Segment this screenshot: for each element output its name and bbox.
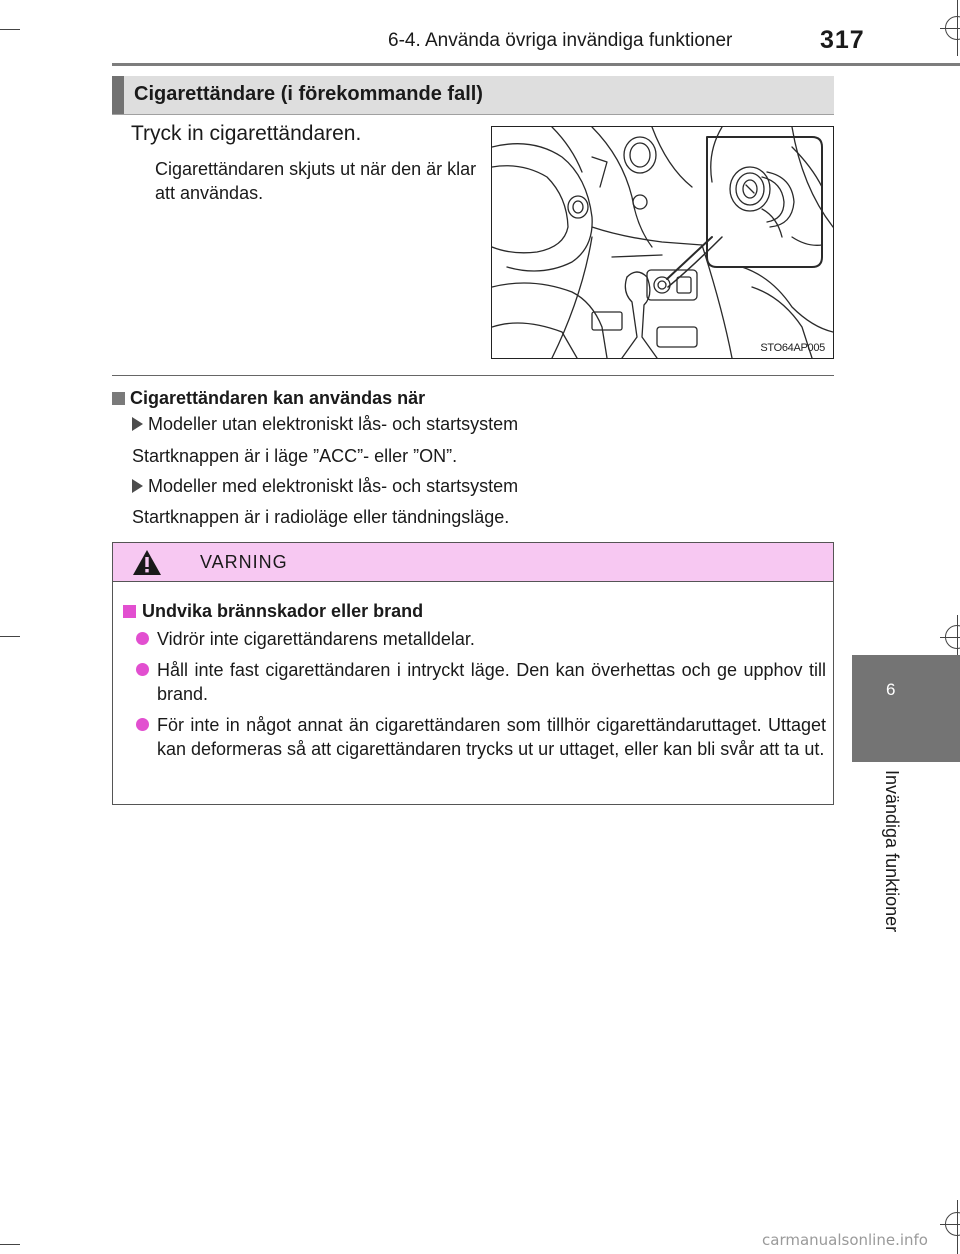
square-bullet-icon	[112, 392, 125, 405]
circle-bullet-icon	[136, 632, 149, 645]
usage-text-with-smart-key: Startknappen är i radioläge eller tändningsläge.	[132, 507, 510, 527]
triangle-right-icon	[132, 479, 143, 493]
running-head: 6-4. Använda övriga invändiga funktioner	[388, 30, 733, 51]
usage-heading-text: Cigarettändaren kan användas när	[130, 388, 426, 408]
warning-bullet	[136, 713, 826, 761]
warning-bullet-text: Vidrör inte cigarettändarens metalldelar.	[157, 629, 475, 649]
section-underline	[112, 114, 834, 115]
warning-bullet-text: Håll inte fast cigarettändaren i intryckt läge. Den kan överhettas och ge upphov till brand.	[157, 660, 826, 704]
chapter-label: Invändiga funktioner	[882, 770, 902, 933]
warning-bullet-text: För inte in något annat än cigarettändaren som tillhör cigarettändaruttaget. Uttaget kan deformeras så att cigarettändaren trycks ut ur uttaget, eller kan bli svår att ta ut.	[157, 715, 826, 759]
section-heading	[112, 76, 834, 114]
triangle-right-icon	[132, 417, 143, 431]
step-title: Tryck in cigarettändaren.	[131, 122, 362, 145]
section-divider	[112, 375, 834, 376]
warning-heading	[123, 601, 423, 622]
step-description: Cigarettändaren skjuts ut när den är klar att användas.	[155, 159, 477, 203]
page-number: 317	[820, 26, 865, 54]
dashboard-drawing	[492, 127, 833, 358]
section-heading-text: Cigarettändare (i förekommande fall)	[134, 83, 483, 105]
chapter-label-container	[881, 770, 907, 933]
warning-heading-text: Undvika brännskador eller brand	[142, 601, 424, 621]
warning-header	[113, 543, 833, 582]
model-line-with-smart-key	[132, 476, 518, 497]
chapter-tab	[852, 655, 960, 762]
warning-bullet	[136, 658, 826, 706]
model-label: Modeller utan elektroniskt lås- och startsystem	[148, 414, 519, 434]
warning-bullet	[136, 627, 826, 651]
chapter-number: 6	[886, 680, 896, 699]
circle-bullet-icon	[136, 718, 149, 731]
square-bullet-icon	[123, 605, 136, 618]
warning-box	[112, 542, 834, 805]
header-rule	[112, 63, 960, 66]
illustration-code: STO64AP005	[760, 342, 825, 354]
warning-triangle-icon	[132, 549, 162, 576]
circle-bullet-icon	[136, 663, 149, 676]
section-heading-bar	[112, 76, 124, 114]
warning-label: VARNING	[200, 552, 288, 572]
watermark: carmanualsonline.info	[762, 1231, 928, 1249]
cigarette-lighter-illustration	[491, 126, 834, 359]
model-label: Modeller med elektroniskt lås- och startsystem	[148, 476, 519, 496]
usage-text-without-smart-key: Startknappen är i läge ”ACC”- eller ”ON”.	[132, 446, 458, 466]
usage-heading	[112, 388, 425, 409]
model-line-without-smart-key	[132, 414, 518, 435]
